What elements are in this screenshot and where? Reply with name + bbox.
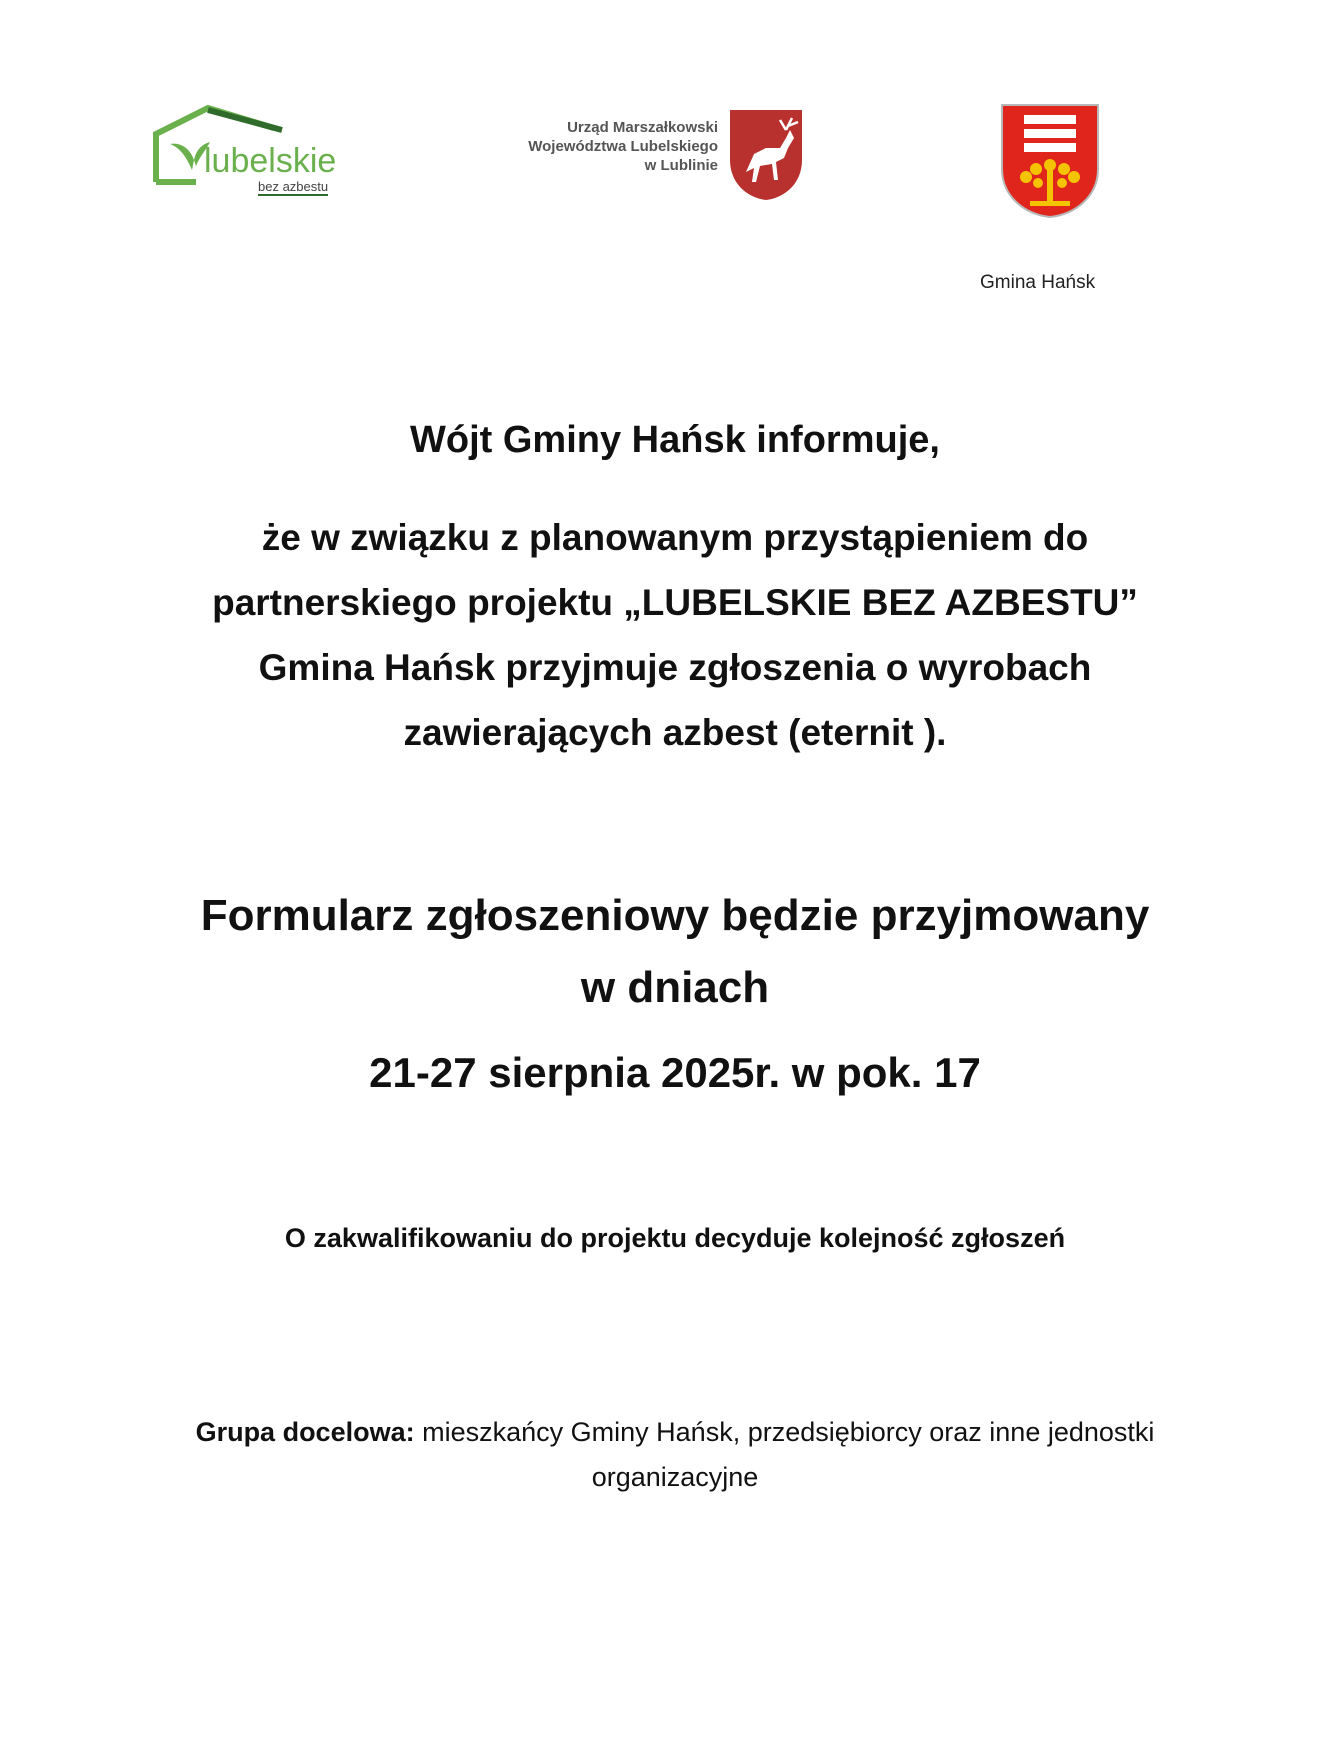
lubelskie-subtitle: bez azbestu	[258, 179, 329, 194]
body-line-3: Gmina Hańsk przyjmuje zgłoszenia o wyrobach	[258, 647, 1092, 688]
lubelskie-bez-azbestu-logo	[150, 100, 350, 200]
target-group-text-cont: organizacyjne	[591, 1462, 759, 1492]
lubelskie-wordmark: lubelskie	[204, 142, 337, 180]
announcement-body	[100, 505, 1250, 765]
target-group-label: Grupa docelowa:	[195, 1417, 415, 1447]
urzad-line-2: Województwa Lubelskiego	[528, 138, 718, 155]
body-line-4: zawierających azbest (eternit ).	[403, 712, 947, 753]
urzad-line-3: w Lublinie	[644, 157, 718, 174]
gmina-label: Gmina Hańsk	[980, 272, 1096, 293]
form-line-2: w dniach	[580, 963, 770, 1012]
gmina-crest-icon	[1000, 103, 1100, 219]
target-group	[120, 1410, 1230, 1500]
urzad-marszalkowski-logo	[500, 108, 820, 208]
target-group-text: mieszkańcy Gminy Hańsk, przedsiębiorcy oraz inne jednostki	[414, 1417, 1155, 1447]
urzad-name	[528, 118, 718, 175]
dates-info: 21-27 sierpnia 2025r. w pok. 17	[369, 1049, 981, 1096]
form-info	[100, 880, 1250, 1024]
body-line-1: że w związku z planowanym przystąpieniem do	[261, 517, 1089, 558]
qualification-note: O zakwalifikowaniu do projektu decyduje kolejność zgłoszeń	[284, 1223, 1066, 1253]
urzad-line-1: Urząd Marszałkowski	[567, 119, 718, 136]
announcement-heading: Wójt Gminy Hańsk informuje,	[410, 419, 940, 461]
form-line-1: Formularz zgłoszeniowy będzie przyjmowany	[200, 891, 1150, 940]
body-line-2: partnerskiego projektu „LUBELSKIE BEZ AZBESTU”	[212, 582, 1138, 623]
deer-shield-icon	[728, 108, 804, 202]
